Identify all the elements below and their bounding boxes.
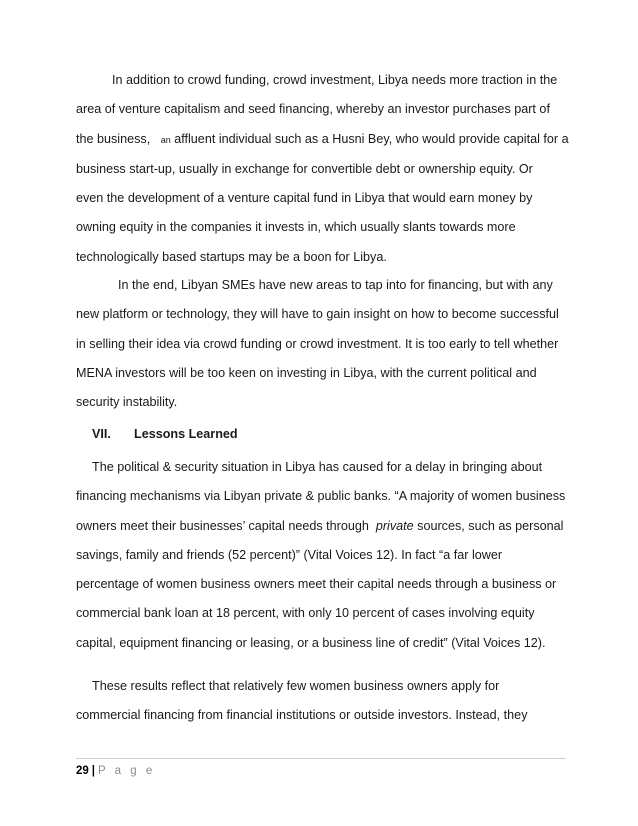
- text-line: new platform or technology, they will have to gain insight on how to become successful: [76, 307, 559, 322]
- italic-text-fragment: private: [375, 518, 414, 533]
- text-line: In the end, Libyan SMEs have new areas to tap into for financing, but with any: [118, 278, 553, 292]
- text-line: even the development of a venture capital fund in Libya that would earn money by: [76, 191, 533, 206]
- text-fragment: the business,: [76, 131, 151, 146]
- paragraph-political-security: [76, 453, 576, 658]
- page-number: 29: [76, 765, 89, 777]
- text-line: financing mechanisms via Libyan private & public banks. “A majority of women business: [76, 489, 566, 504]
- text-fragment: owners meet their businesses’ capital needs through: [76, 518, 369, 533]
- text-line: area of venture capitalism and seed financing, whereby an investor purchases part of: [76, 102, 550, 117]
- paragraph-crowd-investment: [76, 66, 576, 272]
- small-text-fragment: an: [160, 134, 171, 145]
- text-line: technologically based startups may be a boon for Libya.: [76, 249, 387, 264]
- text-line: commercial bank loan at 18 percent, with only 10 percent of cases involving equity: [76, 606, 535, 621]
- footer-separator: |: [91, 765, 96, 777]
- text-line: percentage of women business owners meet their capital needs through a business or: [76, 577, 557, 592]
- text-line: business start-up, usually in exchange for convertible debt or ownership equity. Or: [76, 161, 533, 176]
- section-heading: [92, 427, 238, 441]
- page-label: P a g e: [98, 765, 156, 777]
- text-line: commercial financing from financial institutions or outside investors. Instead, they: [76, 708, 528, 723]
- text-line: capital, equipment financing or leasing, or a business line of credit” (Vital Voices 12).: [76, 635, 546, 650]
- text-line: The political & security situation in Libya has caused for a delay in bringing about: [92, 460, 543, 474]
- text-fragment: affluent individual such as a Husni Bey, who would provide capital for a: [174, 131, 569, 146]
- text-fragment: sources, such as personal: [417, 518, 564, 533]
- text-line: [76, 125, 576, 155]
- page-footer: [76, 765, 155, 777]
- text-line: owning equity in the companies it invests in, which usually slants towards more: [76, 220, 516, 235]
- section-title: Lessons Learned: [134, 427, 238, 441]
- section-number: VII.: [92, 427, 111, 441]
- footer-divider: [76, 758, 566, 759]
- text-line: savings, family and friends (52 percent)” (Vital Voices 12). In fact “a far lower: [76, 547, 503, 562]
- text-line: These results reflect that relatively few women business owners apply for: [92, 679, 500, 693]
- text-line: security instability.: [76, 395, 178, 410]
- text-line: [76, 512, 576, 541]
- paragraph-results: [76, 672, 576, 731]
- text-line: in selling their idea via crowd funding or crowd investment. It is too early to tell whether: [76, 336, 559, 351]
- text-line: MENA investors will be too keen on investing in Libya, with the current political and: [76, 365, 537, 380]
- paragraph-libyan-smes: [76, 271, 576, 417]
- text-line: In addition to crowd funding, crowd investment, Libya needs more traction in the: [112, 73, 558, 87]
